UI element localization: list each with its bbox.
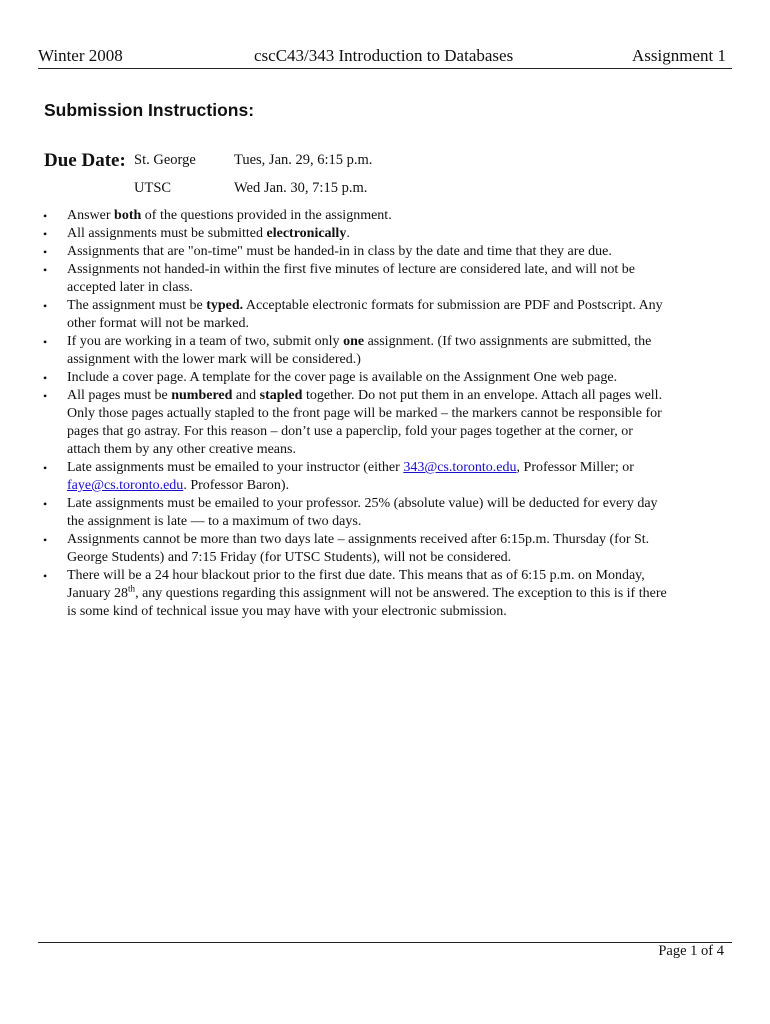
line: • Assignments not handed-in within the first five minutes of lecture are considered late, and will not be	[67, 262, 636, 277]
due-campus-st-george: St. George	[134, 152, 196, 168]
header-term: Winter 2008	[38, 46, 123, 65]
line: the assignment is late — to a maximum of two days.	[67, 514, 362, 529]
line: Only those pages actually stapled to the front page will be marked – the markers cannot be responsible for	[67, 406, 662, 421]
line: • If you are working in a team of two, submit only one assignment. (If two assignments are submitted, the	[67, 334, 652, 349]
list-item	[67, 225, 735, 243]
email-link-343[interactable]: 343@cs.toronto.edu	[403, 460, 517, 475]
line: • All assignments must be submitted electronically.	[67, 226, 350, 241]
line: • Late assignments must be emailed to your professor. 25% (absolute value) will be deducted for every day	[67, 496, 658, 511]
line: pages that go astray. For this reason – don’t use a paperclip, fold your pages together at the corner, or	[67, 424, 633, 439]
line: assignment with the lower mark will be considered.)	[67, 352, 361, 367]
line: • There will be a 24 hour blackout prior to the first due date. This means that as of 6:15 p.m. on Monday,	[67, 568, 645, 583]
list-item	[67, 333, 735, 369]
due-time-utsc: Wed Jan. 30, 7:15 p.m.	[234, 180, 368, 196]
line: • Assignments that are "on-time" must be handed-in in class by the date and time that they are due.	[67, 244, 612, 259]
due-campus-utsc: UTSC	[134, 180, 172, 196]
list-item	[67, 495, 735, 531]
header-assignment: Assignment 1	[632, 46, 726, 65]
section-title: Submission Instructions:	[44, 100, 255, 120]
list-item	[67, 459, 735, 495]
list-item	[67, 297, 735, 333]
page-header	[38, 46, 732, 69]
email-link-faye[interactable]: faye@cs.toronto.edu	[67, 478, 184, 493]
line: attach them by any other creative means.	[67, 442, 296, 457]
line: accepted later in class.	[67, 280, 193, 295]
line: • Assignments cannot be more than two days late – assignments received after 6:15p.m. Thursday (for St.	[67, 532, 650, 547]
list-item	[67, 531, 735, 567]
due-time-st-george: Tues, Jan. 29, 6:15 p.m.	[234, 152, 373, 168]
list-item	[67, 243, 735, 261]
line: • The assignment must be typed. Acceptable electronic formats for submission are PDF and Postscript. Any	[67, 298, 663, 313]
list-item	[67, 207, 735, 225]
line: George Students) and 7:15 Friday (for UTSC Students), will not be considered.	[67, 550, 512, 565]
line: • Late assignments must be emailed to your instructor (either 343@cs.toronto.edu, Professor Miller; or	[67, 460, 634, 475]
line: is some kind of technical issue you may have with your electronic submission.	[67, 604, 507, 619]
line: faye@cs.toronto.edu. Professor Baron).	[67, 478, 290, 493]
line: January 28th, any questions regarding this assignment will not be answered. The exception to this is if there	[67, 583, 667, 601]
page-number: Page 1 of 4	[658, 943, 724, 959]
line: other format will not be marked.	[67, 316, 249, 331]
list-item	[67, 387, 735, 459]
line: • Answer both of the questions provided in the assignment.	[67, 208, 392, 223]
line: • Include a cover page. A template for the cover page is available on the Assignment One web page.	[67, 370, 618, 385]
list-item	[67, 567, 735, 621]
footer-rule	[38, 942, 732, 943]
line: • All pages must be numbered and stapled together. Do not put them in an envelope. Attach all pages well.	[67, 388, 663, 403]
header-course-title: cscC43/343 Introduction to Databases	[254, 46, 514, 65]
list-item	[67, 261, 735, 297]
list-item	[67, 369, 735, 387]
due-date-label: Due Date:	[44, 150, 126, 171]
